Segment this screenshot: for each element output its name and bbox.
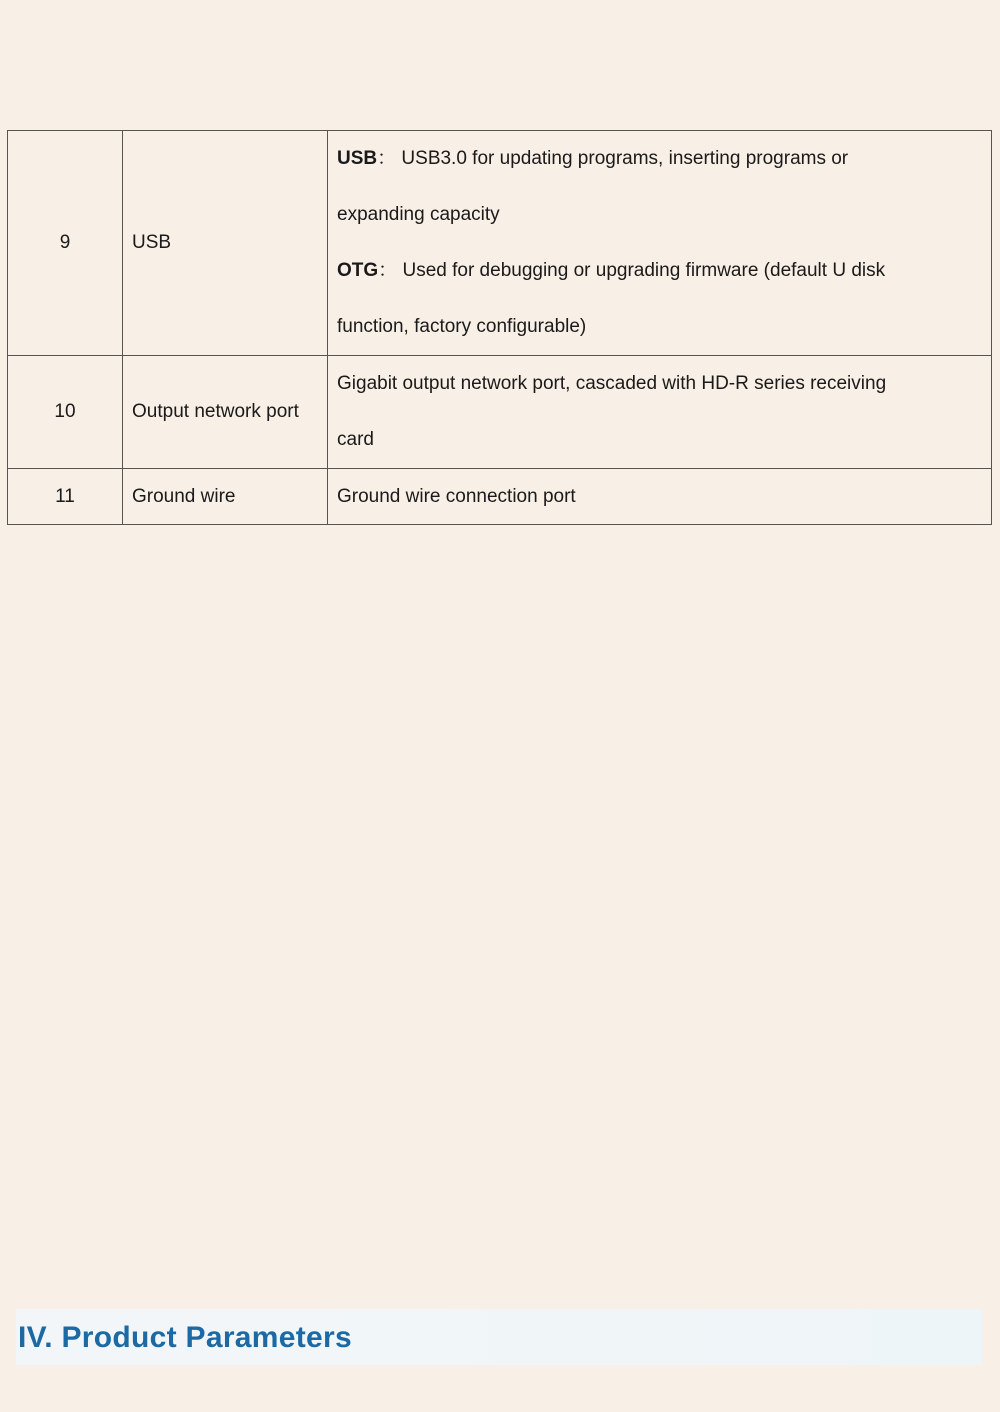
description-line	[337, 299, 982, 355]
row-number: 11	[8, 469, 123, 525]
description-label: OTG	[337, 260, 379, 281]
description-text: Used for debugging or upgrading firmware (default U disk	[402, 260, 886, 281]
description-line	[337, 187, 982, 243]
description-text: expanding capacity	[337, 204, 500, 225]
description-line	[337, 131, 982, 187]
row-number: 9	[8, 131, 123, 356]
row-description	[328, 356, 992, 469]
row-name: USB	[123, 131, 328, 356]
description-text: USB3.0 for updating programs, inserting programs or	[401, 148, 849, 169]
table-row	[8, 469, 992, 525]
description-line	[337, 243, 982, 299]
description-label: USB	[337, 148, 378, 169]
description-text: function, factory configurable)	[337, 316, 587, 337]
section-header	[16, 1309, 982, 1365]
table-row	[8, 131, 992, 356]
separator: ：	[377, 148, 397, 169]
description-line: card	[337, 429, 374, 450]
separator: ：	[378, 260, 398, 281]
row-description	[328, 131, 992, 356]
interface-table	[7, 130, 992, 525]
row-description	[328, 469, 992, 525]
description-line: Ground wire connection port	[337, 485, 576, 507]
table-row	[8, 356, 992, 469]
row-name: Ground wire	[123, 469, 328, 525]
row-name: Output network port	[123, 356, 328, 469]
row-number: 10	[8, 356, 123, 469]
section-title: IV. Product Parameters	[18, 1321, 352, 1354]
description-line: Gigabit output network port, cascaded with HD-R series receiving	[337, 373, 887, 394]
